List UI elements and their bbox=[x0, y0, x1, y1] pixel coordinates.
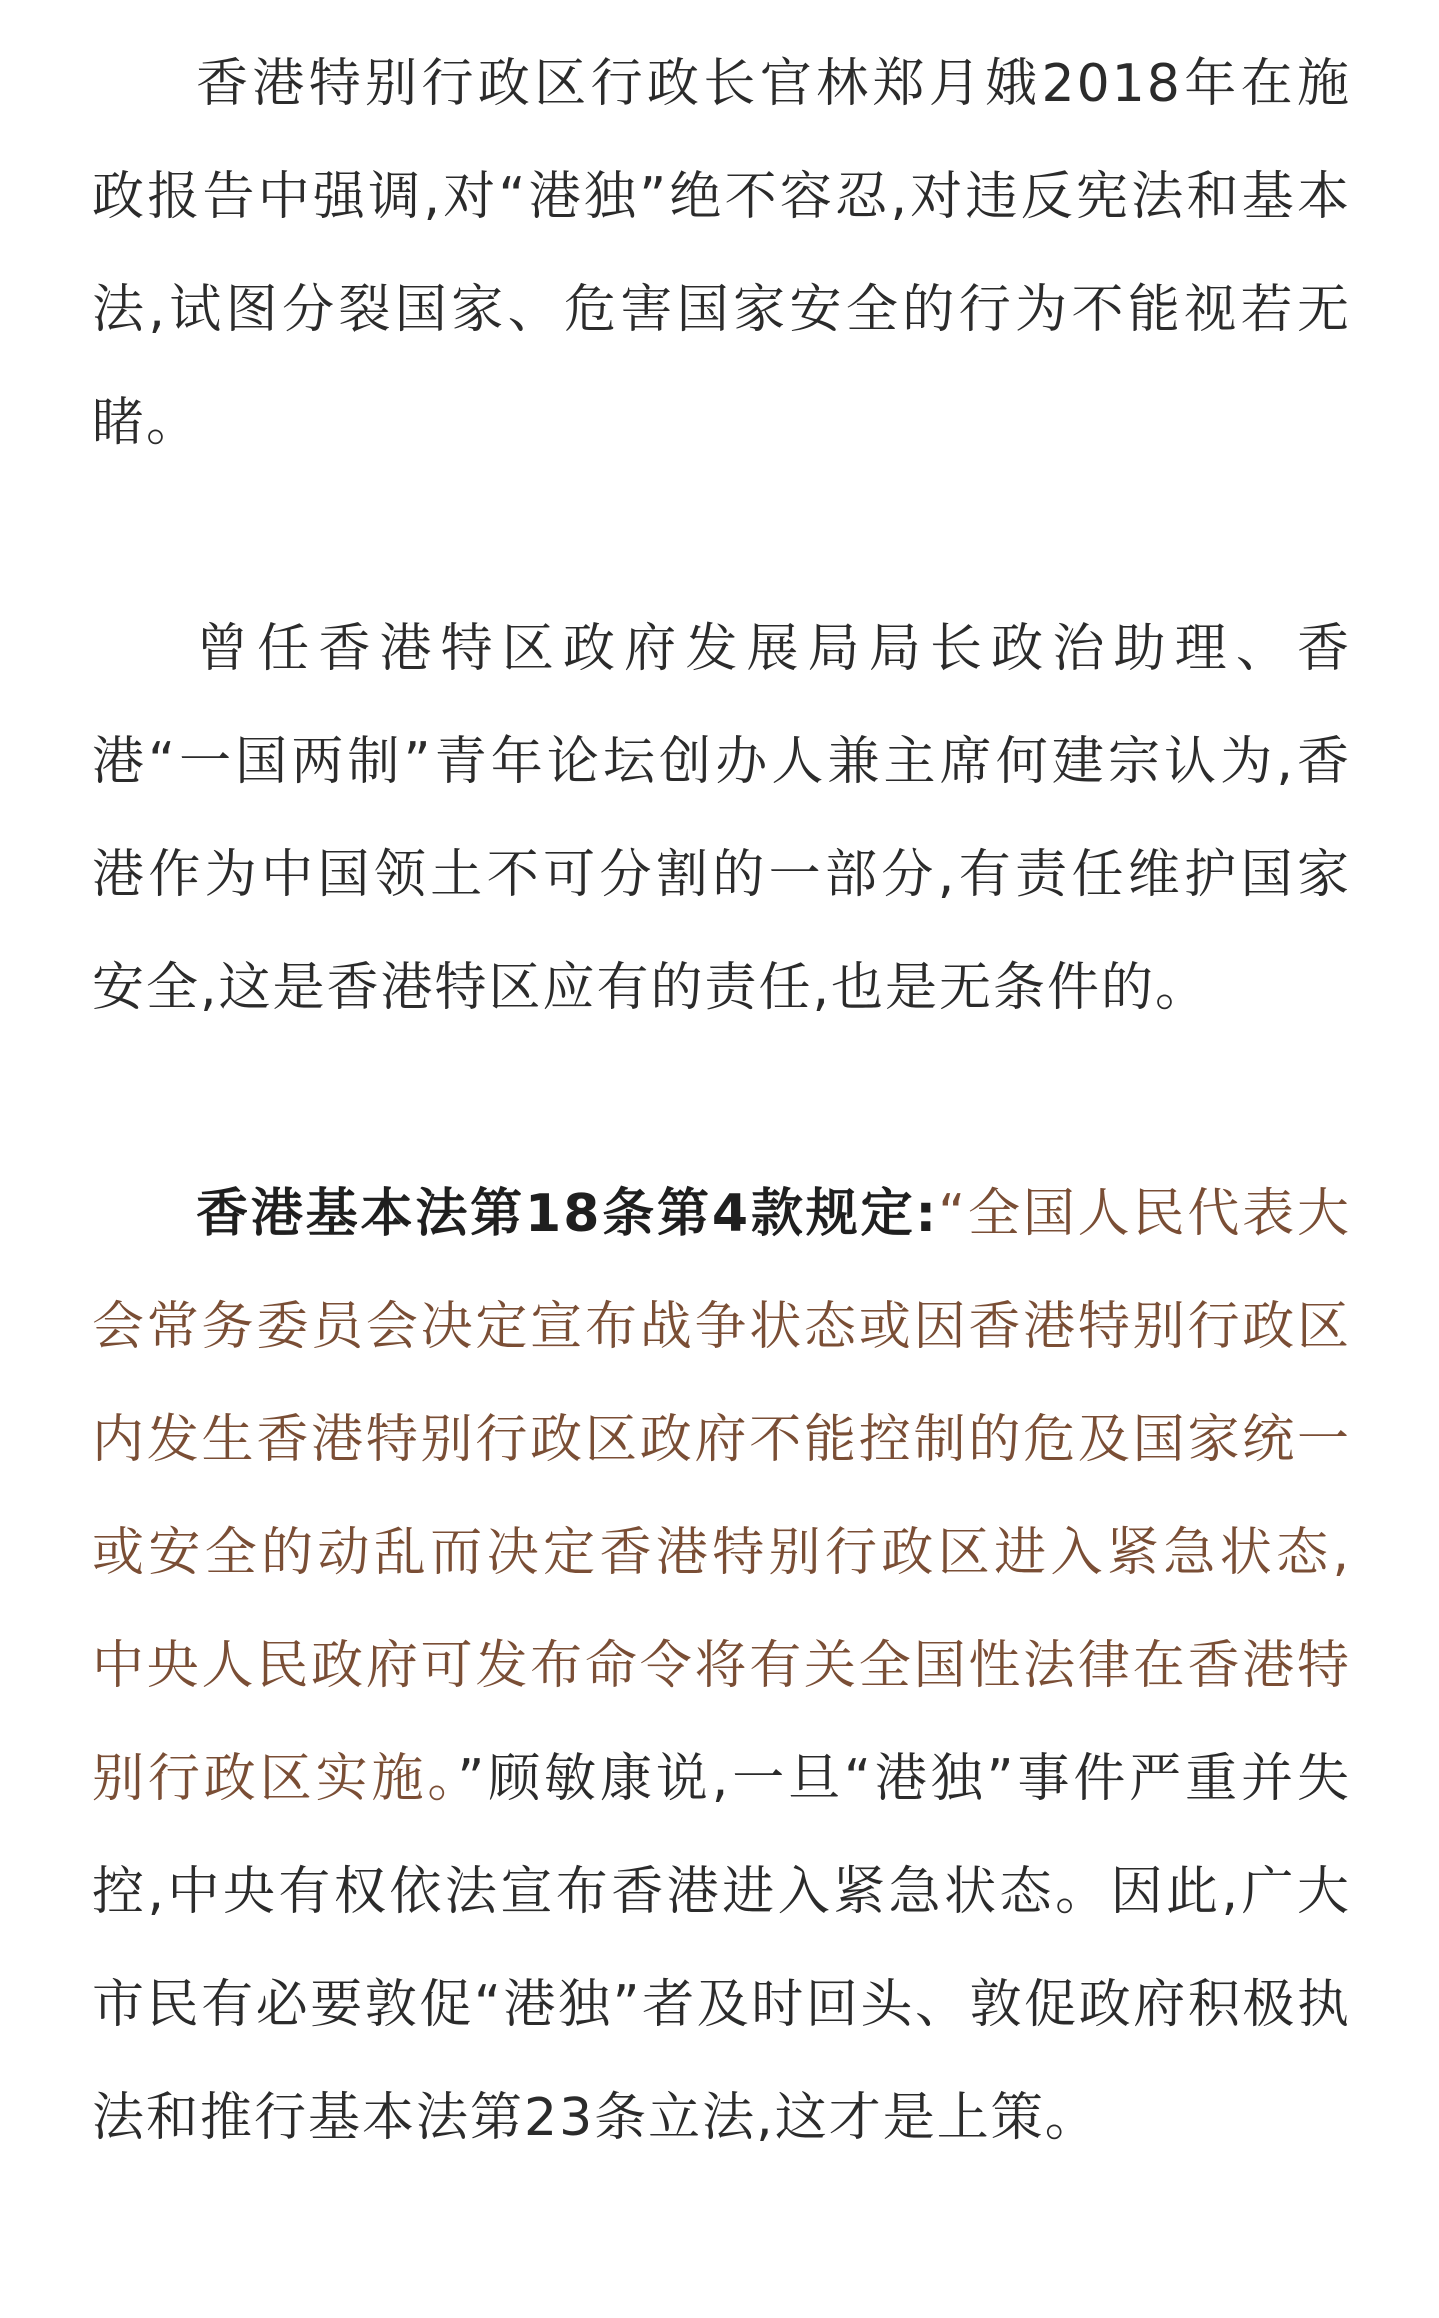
paragraph-policy-address bbox=[92, 28, 1351, 480]
paragraph-text: 香港特别行政区行政长官林郑月娥2018年在施政报告中强调,对“港独”绝不容忍,对违反宪法和基本法,试图分裂国家、危害国家安全的行为不能视若无睹。 bbox=[92, 54, 1351, 453]
basic-law-heading: 香港基本法第18条第4款规定: bbox=[196, 1184, 939, 1244]
paragraph-national-security-view bbox=[92, 593, 1351, 1045]
paragraph-text: ”顾敏康说,一旦“港独”事件严重并失控,中央有权依法宣布香港进入紧急状态。因此,广大市民有必要敦促“港独”者及时回头、敦促政府积极执法和推行基本法第23条立法,这才是上策。 bbox=[92, 1749, 1351, 2148]
paragraph-basic-law-article bbox=[92, 1158, 1351, 2175]
paragraph-text: 曾任香港特区政府发展局局长政治助理、香港“一国两制”青年论坛创办人兼主席何建宗认为,香港作为中国领土不可分割的一部分,有责任维护国家安全,这是香港特区应有的责任,也是无条件的。 bbox=[92, 619, 1351, 1018]
basic-law-quote: “全国人民代表大会常务委员会决定宣布战争状态或因香港特别行政区内发生香港特别行政区政府不能控制的危及国家统一或安全的动乱而决定香港特别行政区进入紧急状态,中央人民政府可发布命令将有关全国性法律在香港特别行政区实施。 bbox=[92, 1184, 1351, 1809]
